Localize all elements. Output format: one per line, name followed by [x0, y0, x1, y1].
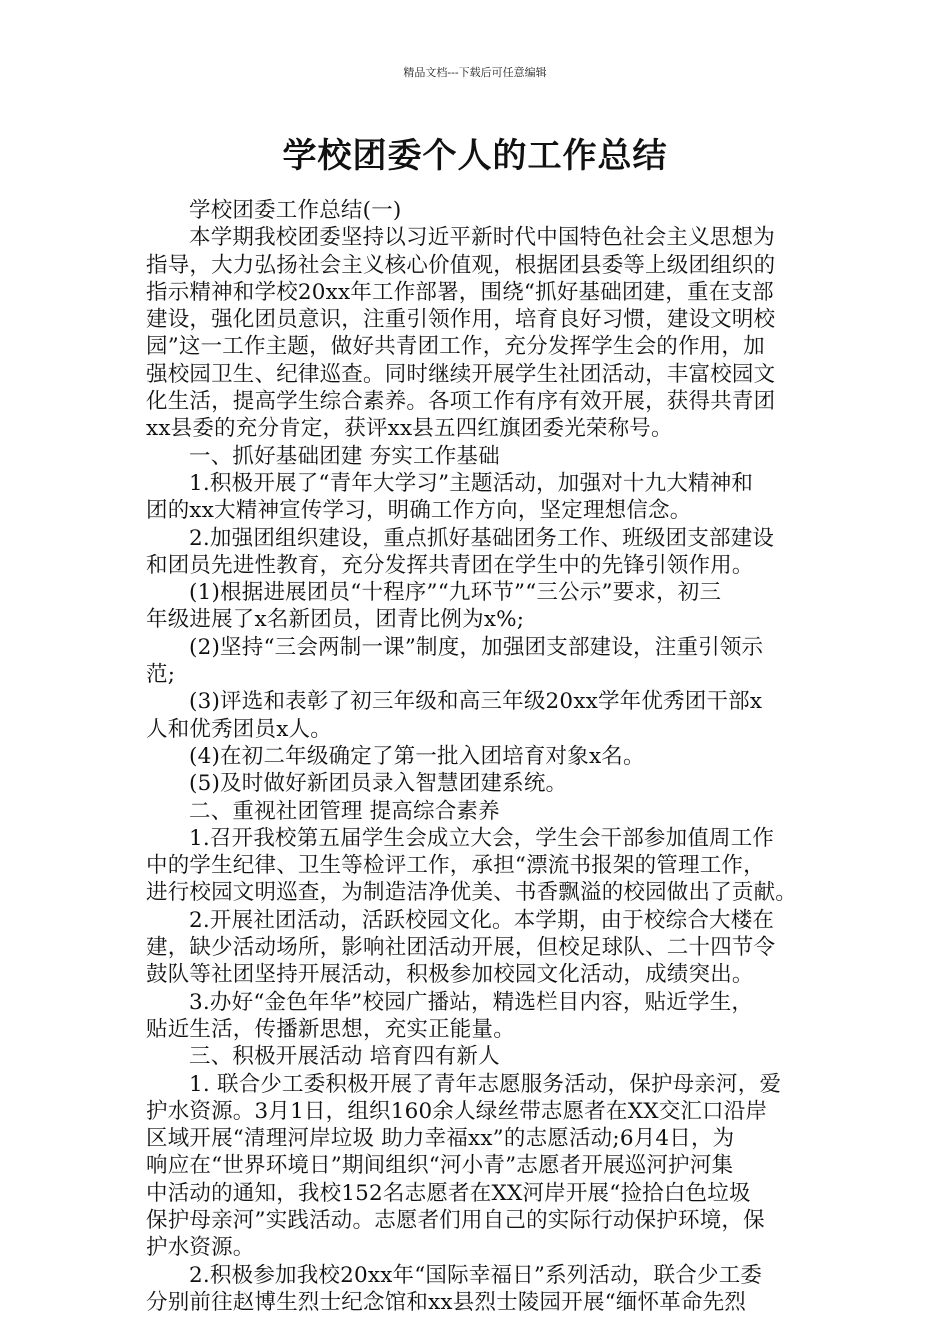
text-line: 年级进展了x名新团员，团青比例为x%; — [146, 607, 525, 633]
text-line: 建，缺少活动场所，影响社团活动开展，但校足球队、二十四节令 — [146, 935, 776, 961]
text-line: 学校团委工作总结(一) — [189, 198, 402, 223]
text-line: 1.召开我校第五届学生会成立大会，学生会干部参加值周工作 — [189, 825, 775, 851]
document-body — [146, 197, 808, 1316]
text-line: 中活动的通知，我校152名志愿者在XX河岸开展“捡拾白色垃圾 — [146, 1180, 751, 1206]
text-line: 1.积极开展了“青年大学习”主题活动，加强对十九大精神和 — [189, 470, 754, 496]
text-line: 一、抓好基础团建 夯实工作基础 — [189, 443, 500, 469]
text-line: 指示精神和学校20xx年工作部署，围绕“抓好基础团建，重在支部 — [146, 279, 774, 305]
document-title: 学校团委个人的工作总结 — [282, 136, 668, 176]
text-line: 响应在“世界环境日”期间组织“河小青”志愿者开展巡河护河集 — [146, 1153, 734, 1179]
text-line: 护水资源。3月1日，组织160余人绿丝带志愿者在XX交汇口沿岸 — [146, 1098, 768, 1124]
text-line: (2)坚持“三会两制一课”制度，加强团支部建设，注重引领示 — [189, 634, 764, 660]
text-line: (3)评选和表彰了初三年级和高三年级20xx学年优秀团干部x — [189, 689, 763, 715]
text-line: 3.办好“金色年华”校园广播站，精选栏目内容，贴近学生， — [189, 989, 754, 1015]
text-line: 贴近生活，传播新思想，充实正能量。 — [146, 1016, 515, 1042]
text-line: 中的学生纪律、卫生等检评工作，承担“漂流书报架的管理工作， — [146, 853, 765, 879]
text-line: 区域开展“清理河岸垃圾 助力幸福xx”的志愿活动;6月4日，为 — [146, 1126, 735, 1152]
text-line: 团的xx大精神宣传学习，明确工作方向，坚定理想信念。 — [146, 498, 692, 524]
text-line: (1)根据进展团员“十程序”“九环节”“三公示”要求，初三 — [189, 580, 722, 606]
text-line: 二、重视社团管理 提高综合素养 — [189, 798, 500, 824]
text-line: 建设，强化团员意识，注重引领作用，培育良好习惯，建设文明校 — [146, 307, 776, 333]
text-line: 进行校园文明巡查，为制造洁净优美、书香飘溢的校园做出了贡献。 — [146, 880, 798, 906]
text-line: 鼓队等社团坚持开展活动，积极参加校园文化活动，成绩突出。 — [146, 962, 754, 988]
page-header: 精品文档---下载后可任意编辑 — [403, 66, 547, 79]
text-line: 2.加强团组织建设，重点抓好基础团务工作、班级团支部建设 — [189, 525, 775, 551]
text-line: 范; — [146, 662, 176, 688]
text-line: 化生活，提高学生综合素养。各项工作有序有效开展，获得共青团 — [146, 389, 776, 415]
text-line: 指导，大力弘扬社会主义核心价值观，根据团县委等上级团组织的 — [146, 252, 776, 278]
text-line: 本学期我校团委坚持以习近平新时代中国特色社会主义思想为 — [189, 225, 775, 251]
text-line: (4)在初二年级确定了第一批入团培育对象x名。 — [189, 743, 645, 769]
text-line: 和团员先进性教育，充分发挥共青团在学生中的先锋引领作用。 — [146, 552, 754, 578]
text-line: 园”这一工作主题，做好共青团工作，充分发挥学生会的作用，加 — [146, 334, 765, 360]
text-line: (5)及时做好新团员录入智慧团建系统。 — [189, 771, 568, 797]
text-line: 护水资源。 — [146, 1235, 255, 1261]
text-line: 2.积极参加我校20xx年“国际幸福日”系列活动，联合少工委 — [189, 1262, 763, 1288]
text-line: 强校园卫生、纪律巡查。同时继续开展学生社团活动，丰富校园文 — [146, 361, 776, 387]
text-line: xx县委的充分肯定，获评xx县五四红旗团委光荣称号。 — [146, 416, 673, 442]
text-line: 1. 联合少工委积极开展了青年志愿服务活动，保护母亲河，爱 — [189, 1071, 782, 1097]
text-line: 分别前往赵博生烈士纪念馆和xx县烈士陵园开展“缅怀革命先烈 — [146, 1289, 747, 1315]
text-line: 三、积极开展活动 培育四有新人 — [189, 1044, 500, 1070]
text-line: 2.开展社团活动，活跃校园文化。本学期，由于校综合大楼在 — [189, 907, 775, 933]
text-line: 人和优秀团员x人。 — [146, 716, 332, 742]
text-line: 保护母亲河”实践活动。志愿者们用自己的实际行动保护环境，保 — [146, 1207, 765, 1233]
